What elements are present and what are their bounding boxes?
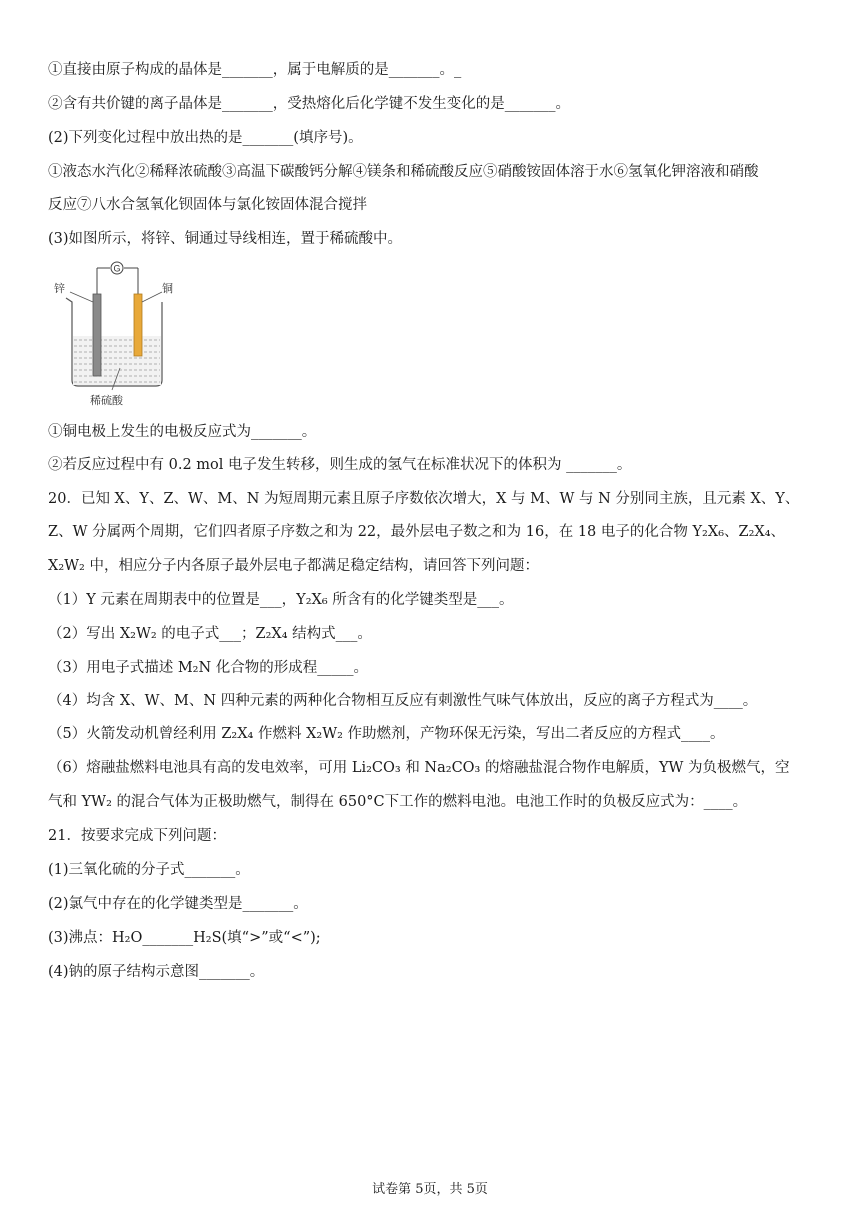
text-line: (3)沸点：H₂O_______H₂S(填“>”或“<”); xyxy=(48,930,321,946)
acid-solution xyxy=(73,336,161,385)
text-line: 气和 YW₂ 的混合气体为正极助燃气，制得在 650°C下工作的燃料电池。电池工作时的负极反应式为：____。 xyxy=(48,794,748,810)
question-21-line: 21．按要求完成下列问题： xyxy=(48,828,226,844)
question-20-line: 20．已知 X、Y、Z、W、M、N 为短周期元素且原子序数依次增大，X 与 M、W 与 N 分别同主族，且元素 X、Y、 xyxy=(48,491,800,507)
text-line: （4）均含 X、W、M、N 四种元素的两种化合物相互反应有刺激性气味气体放出，反应的离子方程式为____。 xyxy=(48,693,758,709)
text-line: （6）熔融盐燃料电池具有高的发电效率，可用 Li₂CO₃ 和 Na₂CO₃ 的熔融盐混合物作电解质，YW 为负极燃气，空 xyxy=(48,760,790,776)
text-line: (2)下列变化过程中放出热的是_______(填序号)。 xyxy=(48,130,363,146)
copper-electrode xyxy=(134,294,142,356)
text-line: 反应⑦八水合氢氧化钡固体与氯化铵固体混合搅拌 xyxy=(48,197,367,213)
text-line: （3）用电子式描述 M₂N 化合物的形成程_____。 xyxy=(48,660,369,676)
text-line: (1)三氧化硫的分子式_______。 xyxy=(48,862,250,878)
zinc-leader xyxy=(70,292,93,302)
copper-leader xyxy=(142,292,162,302)
zinc-label: 锌 xyxy=(54,282,65,295)
page-footer: 试卷第 5页，共 5页 xyxy=(372,1182,488,1197)
text-line: (4)钠的原子结构示意图_______。 xyxy=(48,964,265,980)
text-line: （2）写出 X₂W₂ 的电子式___；Z₂X₄ 结构式___。 xyxy=(48,626,372,642)
text-line: ①铜电极上发生的电极反应式为_______。 xyxy=(48,424,317,440)
text-line: ①直接由原子构成的晶体是_______，属于电解质的是_______。_ xyxy=(48,62,462,78)
text-line: X₂W₂ 中，相应分子内各原子最外层电子都满足稳定结构，请回答下列问题： xyxy=(48,558,539,574)
copper-label: 铜 xyxy=(162,282,173,295)
acid-label: 稀硫酸 xyxy=(90,394,123,407)
text-line: (3)如图所示，将锌、铜通过导线相连，置于稀硫酸中。 xyxy=(48,231,403,247)
text-line: ①液态水汽化②稀释浓硫酸③高温下碳酸钙分解④镁条和稀硫酸反应⑤硝酸铵固体溶于水⑥氢氧化钾溶液和硝酸 xyxy=(48,164,759,180)
text-line: Z、W 分属两个周期，它们四者原子序数之和为 22，最外层电子数之和为 16，在 18 电子的化合物 Y₂X₆、Z₂X₄、 xyxy=(48,524,786,540)
meter-label: G xyxy=(113,263,121,274)
text-line: （1）Y 元素在周期表中的位置是___，Y₂X₆ 所含有的化学键类型是___。 xyxy=(48,592,514,608)
text-line: ②若反应过程中有 0.2 mol 电子发生转移，则生成的氢气在标准状况下的体积为 _______。 xyxy=(48,457,632,473)
text-line: （5）火箭发动机曾经利用 Z₂X₄ 作燃料 X₂W₂ 作助燃剂，产物环保无污染，写出二者反应的方程式____。 xyxy=(48,726,725,742)
text-line: ②含有共价键的离子晶体是_______，受热熔化后化学键不发生变化的是_______。 xyxy=(48,96,570,112)
galvanic-cell-diagram xyxy=(52,258,202,418)
text-line: (2)氯气中存在的化学键类型是_______。 xyxy=(48,896,308,912)
zinc-electrode xyxy=(93,294,101,376)
galvanic-cell-figure xyxy=(52,258,202,418)
